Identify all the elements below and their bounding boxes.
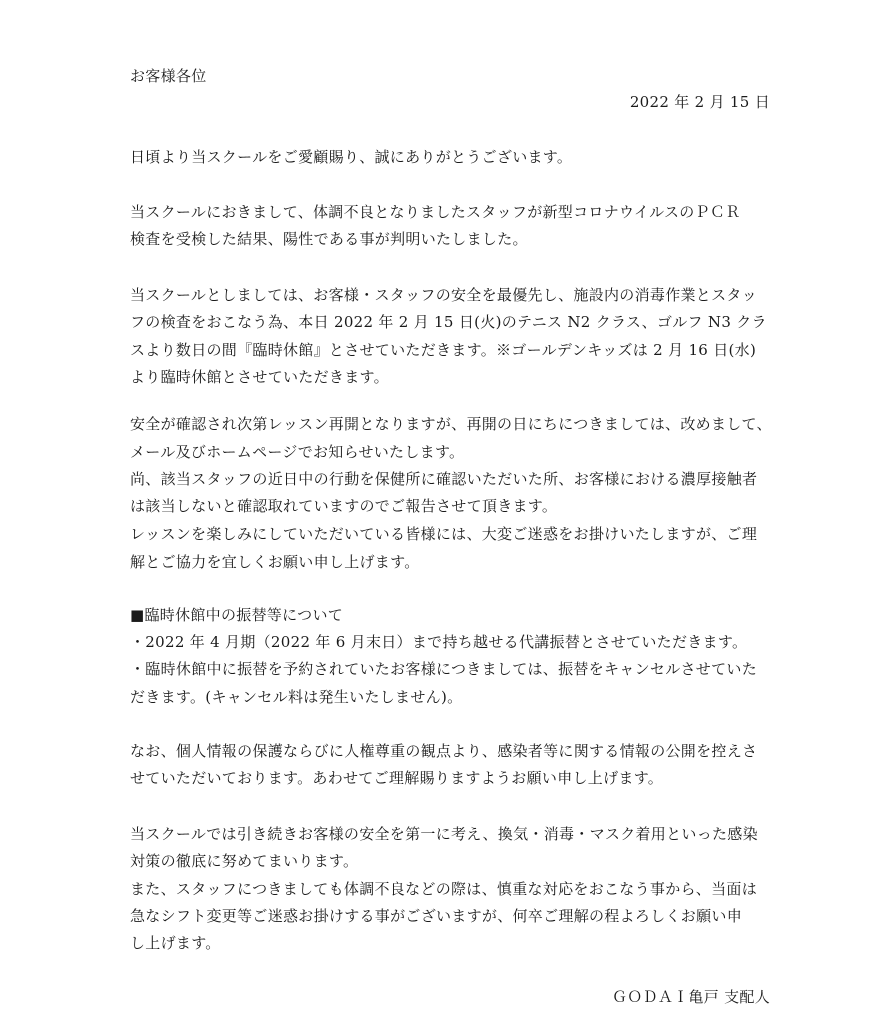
paragraph-5-line: せていただいております。あわせてご理解賜りますようお願い申し上げます。 [130,769,664,787]
paragraph-2-line: より臨時休館とさせていただきます。 [130,368,389,386]
paragraph-6-line: また、スタッフにつきましても体調不良などの際は、慎重な対応をおこなう事から、当面は [130,880,758,898]
paragraph-6-line: し上げます。 [130,934,221,952]
paragraph-1-line: 検査を受検した結果、陽性である事が判明いたしました。 [130,230,528,248]
substitution-item: ・臨時休館中に振替を予約されていたお客様につきましては、振替をキャンセルさせていた [130,660,758,678]
salutation: お客様各位 [130,67,207,85]
paragraph-3-line: レッスンを楽しみにしていただいている皆様には、大変ご迷惑をお掛けいたしますが、ご理 [130,525,758,543]
section-heading-substitution: ■臨時休館中の振替等について [130,606,344,624]
paragraph-6-line: 対策の徹底に努めてまいります。 [130,852,359,870]
paragraph-5-line: なお、個人情報の保護ならびに人権尊重の観点より、感染者等に関する情報の公開を控えさ [130,742,758,760]
signature: ＧＯＤＡＩ亀戸 支配人 [611,988,770,1006]
paragraph-6-line: 急なシフト変更等ご迷惑お掛けする事がございますが、何卒ご理解の程よろしくお願い申 [130,907,743,925]
document-date: 2022 年 2 月 15 日 [629,93,770,111]
paragraph-3-line: メール及びホームページでお知らせいたします。 [130,443,465,461]
paragraph-1-line: 当スクールにおきまして、体調不良となりましたスタッフが新型コロナウイルスのＰＣＲ [130,203,741,221]
paragraph-2-line: スより数日の間『臨時休館』とさせていただきます。※ゴールデンキッズは 2 月 16 日(水) [130,341,757,359]
paragraph-6-line: 当スクールでは引き続きお客様の安全を第一に考え、換気・消毒・マスク着用といった感染 [130,825,758,843]
greeting-line: 日頃より当スクールをご愛顧賜り、誠にありがとうございます。 [130,148,573,166]
substitution-item-continued: だきます。(キャンセル料は発生いたしません)。 [130,688,463,706]
paragraph-3-line: 尚、該当スタッフの近日中の行動を保健所に確認いただいた所、お客様における濃厚接触者 [130,470,758,488]
paragraph-2-line: 当スクールとしましては、お客様・スタッフの安全を最優先し、施設内の消毒作業とスタッ [130,286,758,304]
paragraph-3-line: は該当しないと確認取れていますのでご報告させて頂きます。 [130,497,558,515]
paragraph-3-line: 安全が確認され次第レッスン再開となりますが、再開の日にちにつきましては、改めまして、 [130,415,772,433]
paragraph-2-line: フの検査をおこなう為、本日 2022 年 2 月 15 日(火)のテニス N2 クラス、ゴルフ N3 クラ [130,313,767,331]
paragraph-3-line: 解とご協力を宜しくお願い申し上げます。 [130,553,420,571]
substitution-item: ・2022 年 4 月期（2022 年 6 月末日）まで持ち越せる代講振替とさせていただきます。 [130,633,748,651]
